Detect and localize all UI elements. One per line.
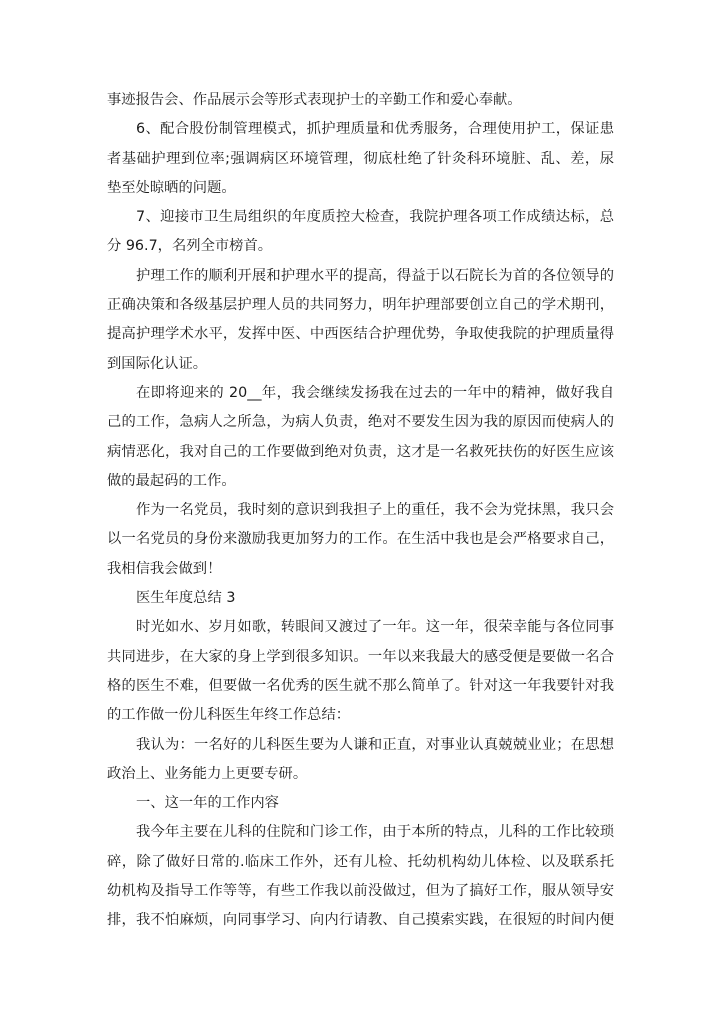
text-line: 幼机构及指导工作等等，有些工作我以前没做过，但为了搞好工作，服从领导安 [107, 883, 614, 900]
text-line: 分 96.7，名列全市榜首。 [107, 238, 273, 255]
text-line: 7、迎接市卫生局组织的年度质控大检查，我院护理各项工作成绩达标，总 [136, 209, 614, 226]
text-line: 到国际化认证。 [107, 355, 208, 372]
text-line: 排，我不怕麻烦，向同事学习、向内行请教、自己摸索实践，在很短的时间内便 [107, 912, 614, 929]
document-page [107, 88, 614, 938]
text-line: 的工作做一份儿科医生年终工作总结： [107, 707, 351, 724]
text-line: 一、这一年的工作内容 [136, 795, 279, 812]
text-line: 做的最起码的工作。 [107, 472, 236, 489]
text-line: 垫至处晾晒的问题。 [107, 179, 236, 196]
text-line: 时光如水、岁月如歌，转眼间又渡过了一年。这一年，很荣幸能与各位同事 [136, 619, 614, 636]
text-line: 政治上、业务能力上更要专研。 [107, 765, 308, 782]
text-line: 提高护理学术水平，发挥中医、中西医结合护理优势，争取使我院的护理质量得 [107, 326, 614, 343]
text-line: 在即将迎来的 20__年，我会继续发扬我在过去的一年中的精神，做好我自 [136, 384, 614, 401]
text-line: 我相信我会做到！ [107, 560, 222, 577]
text-line: 共同进步，在大家的身上学到很多知识。一年以来我最大的感受便是要做一名合 [107, 648, 614, 665]
text-line: 己的工作，急病人之所急，为病人负责，绝对不要发生因为我的原因而使病人的 [107, 414, 614, 431]
text-line: 事迹报告会、作品展示会等形式表现护士的辛勤工作和爱心奉献。 [107, 92, 522, 108]
text-line: 正确决策和各级基层护理人员的共同努力，明年护理部要创立自己的学术期刊， [107, 297, 614, 314]
text-line: 者基础护理到位率;强调病区环境管理，彻底杜绝了针灸科环境脏、乱、差，尿 [107, 150, 614, 167]
text-line: 作为一名党员，我时刻的意识到我担子上的重任，我不会为党抹黑，我只会 [136, 502, 614, 519]
text-line: 6、配合股份制管理模式，抓护理质量和优秀服务，合理使用护工，保证患 [136, 121, 614, 138]
text-line: 我认为：一名好的儿科医生要为人谦和正直，对事业认真兢兢业业；在思想 [136, 736, 614, 753]
text-line: 碎，除了做好日常的.临床工作外，还有儿检、托幼机构幼儿体检、以及联系托 [107, 853, 614, 870]
text-line: 格的医生不难，但要做一名优秀的医生就不那么简单了。针对这一年我要针对我 [107, 677, 614, 694]
text-line: 我今年主要在儿科的住院和门诊工作，由于本所的特点，儿科的工作比较琐 [136, 824, 614, 841]
text-line: 护理工作的顺利开展和护理水平的提高，得益于以石院长为首的各位领导的 [136, 267, 614, 284]
text-line: 医生年度总结 3 [136, 590, 236, 607]
text-line: 病情恶化，我对自己的工作要做到绝对负责，这才是一名救死扶伤的好医生应该 [107, 443, 614, 460]
text-line: 以一名党员的身份来激励我更加努力的工作。在生活中我也是会严格要求自己， [107, 531, 614, 548]
